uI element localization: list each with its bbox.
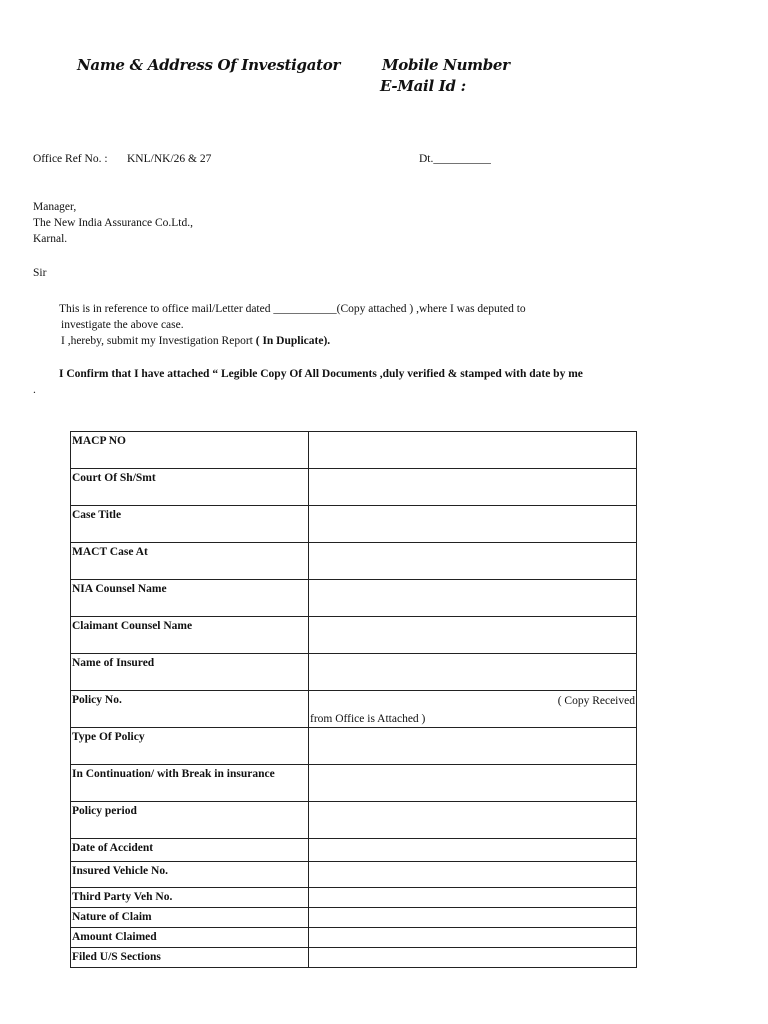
row-label: Policy No. xyxy=(71,691,309,728)
office-ref-value: KNL/NK/26 & 27 xyxy=(127,153,212,165)
row-value xyxy=(309,839,637,862)
table-row xyxy=(71,617,637,654)
row-value xyxy=(309,543,637,580)
table-row xyxy=(71,765,637,802)
row-label: Filed U/S Sections xyxy=(71,948,309,968)
row-label: In Continuation/ with Break in insurance xyxy=(71,765,309,802)
stray-dot: . xyxy=(33,384,36,396)
row-label: Amount Claimed xyxy=(71,928,309,948)
row-value xyxy=(309,888,637,908)
table-row xyxy=(71,543,637,580)
table-row xyxy=(71,654,637,691)
row-label: Type Of Policy xyxy=(71,728,309,765)
body-line-3-text: I ,hereby, submit my Investigation Report xyxy=(61,335,253,347)
table-row xyxy=(71,432,637,469)
table-row xyxy=(71,802,637,839)
row-value xyxy=(309,691,637,728)
row-label: Third Party Veh No. xyxy=(71,888,309,908)
investigator-heading: Name & Address Of Investigator xyxy=(77,56,341,74)
table-row xyxy=(71,888,637,908)
row-value xyxy=(309,948,637,968)
row-value xyxy=(309,617,637,654)
body-line-2: investigate the above case. xyxy=(61,319,184,331)
mobile-number-heading: Mobile Number xyxy=(382,56,510,74)
table-row xyxy=(71,691,637,728)
table-row xyxy=(71,948,637,968)
policy-copy-note-continued: from Office is Attached ) xyxy=(310,713,426,725)
row-value xyxy=(309,862,637,888)
address-line-1: Manager, xyxy=(33,201,77,213)
date-field: Dt.__________ xyxy=(419,153,491,165)
table-row xyxy=(71,908,637,928)
case-details-table xyxy=(70,431,637,968)
row-value xyxy=(309,654,637,691)
address-line-3: Karnal. xyxy=(33,233,68,245)
row-label: MACT Case At xyxy=(71,543,309,580)
table-row xyxy=(71,862,637,888)
row-label: Claimant Counsel Name xyxy=(71,617,309,654)
row-value xyxy=(309,469,637,506)
table-row xyxy=(71,469,637,506)
row-label: Name of Insured xyxy=(71,654,309,691)
row-value xyxy=(309,802,637,839)
salutation: Sir xyxy=(33,267,47,279)
table-row xyxy=(71,839,637,862)
row-label: MACP NO xyxy=(71,432,309,469)
table-row xyxy=(71,580,637,617)
body-line-1: This is in reference to office mail/Letter dated ___________(Copy attached ) ,where I was deputed to xyxy=(59,303,526,315)
table-row xyxy=(71,506,637,543)
email-heading: E-Mail Id : xyxy=(380,77,466,95)
table-row xyxy=(71,928,637,948)
office-ref-label: Office Ref No. : xyxy=(33,153,108,165)
row-value xyxy=(309,728,637,765)
confirmation-statement: I Confirm that I have attached “ Legible Copy Of All Documents ,duly verified & stamped with date by me xyxy=(59,368,583,380)
table-row xyxy=(71,728,637,765)
body-line-3 xyxy=(61,335,330,347)
row-value xyxy=(309,432,637,469)
row-label: Nature of Claim xyxy=(71,908,309,928)
address-line-2: The New India Assurance Co.Ltd., xyxy=(33,217,194,229)
row-value xyxy=(309,580,637,617)
row-value xyxy=(309,765,637,802)
row-label: Date of Accident xyxy=(71,839,309,862)
row-label: Policy period xyxy=(71,802,309,839)
row-label: NIA Counsel Name xyxy=(71,580,309,617)
row-value xyxy=(309,908,637,928)
row-label: Insured Vehicle No. xyxy=(71,862,309,888)
row-label: Court Of Sh/Smt xyxy=(71,469,309,506)
policy-copy-note: ( Copy Received xyxy=(557,695,635,707)
in-duplicate-text: ( In Duplicate). xyxy=(255,335,331,347)
row-value xyxy=(309,506,637,543)
row-value xyxy=(309,928,637,948)
row-label: Case Title xyxy=(71,506,309,543)
